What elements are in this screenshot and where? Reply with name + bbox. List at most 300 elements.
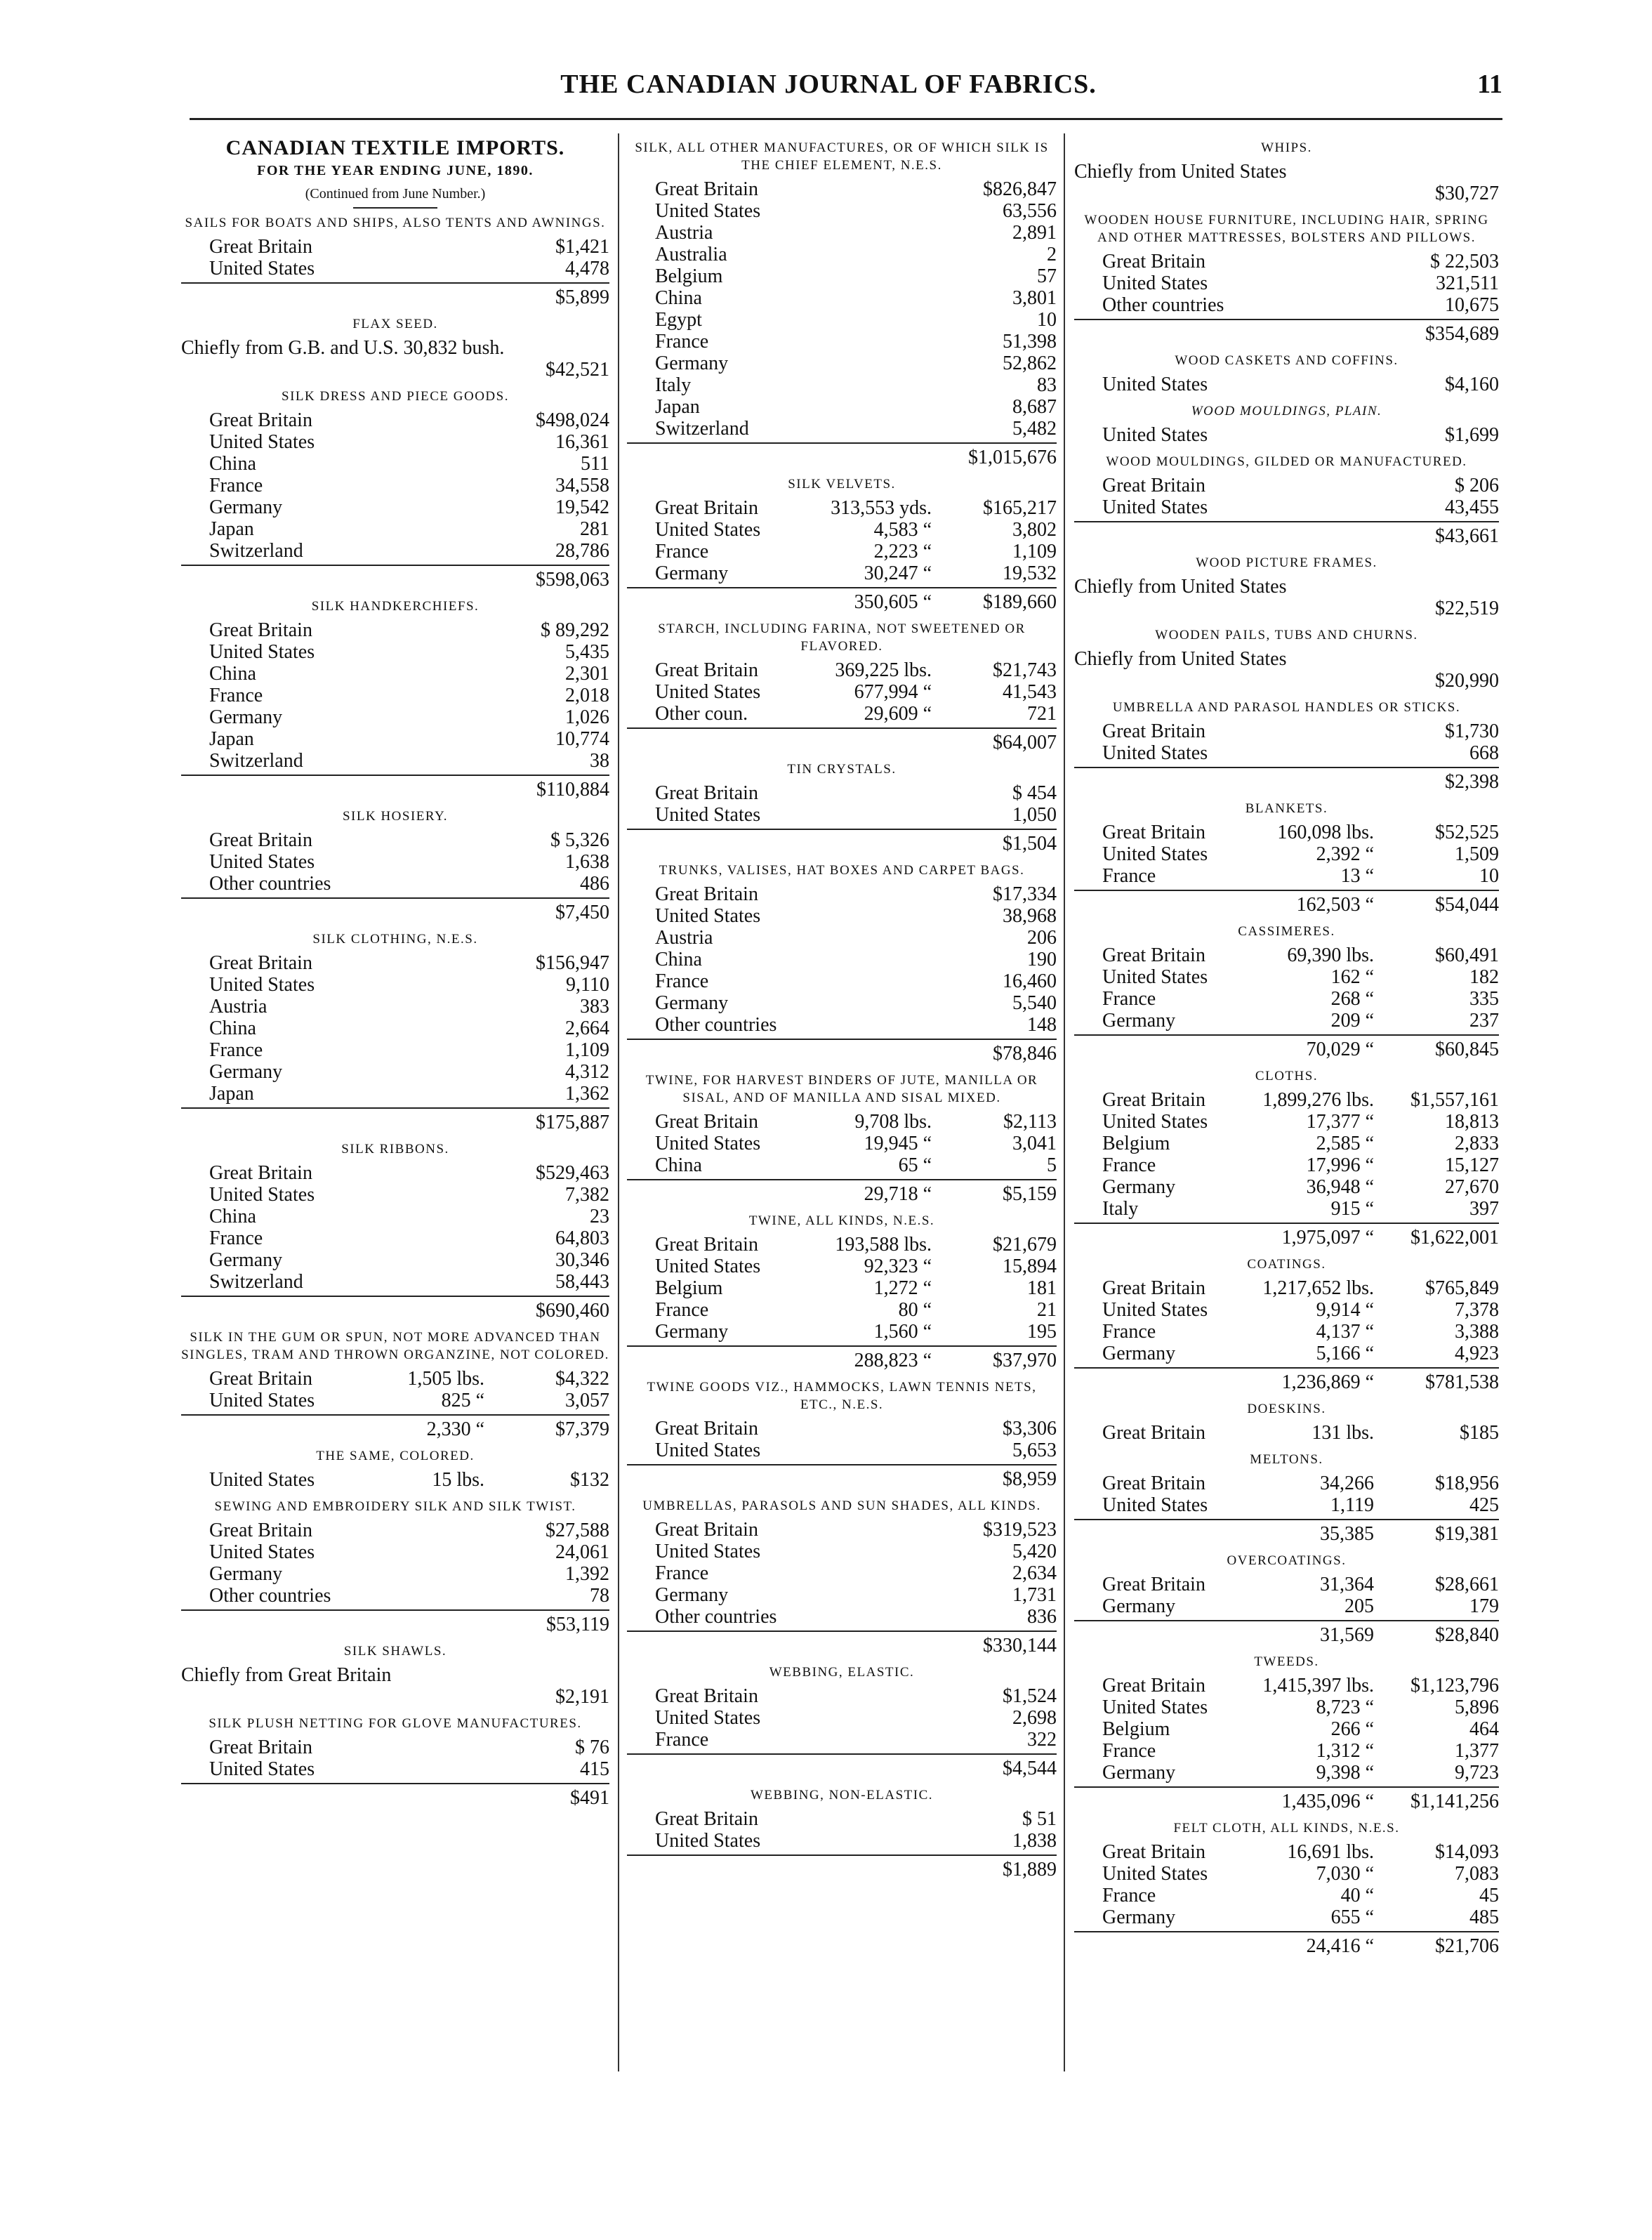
table-row (627, 681, 1057, 703)
total-quantity (337, 1614, 490, 1635)
table-row (627, 519, 1057, 541)
total-quantity (337, 569, 490, 591)
column-divider (1064, 133, 1065, 2071)
quantity-cell (337, 829, 490, 851)
table-row (1074, 1494, 1499, 1516)
quantity-cell: 1,119 (1330, 1494, 1374, 1516)
quantity-cell: 40 “ (1340, 1885, 1374, 1906)
value-cell: 2,698 (1012, 1707, 1057, 1729)
country-cell: Germany (1102, 1010, 1176, 1032)
import-section (1074, 1256, 1499, 1393)
quantity-cell: 266 “ (1330, 1718, 1374, 1740)
category-heading: CASSIMERES. (1238, 924, 1335, 939)
total-quantity: 1,236,869 “ (1281, 1371, 1374, 1393)
quantity-cell (337, 1585, 490, 1607)
table-row (1074, 1697, 1499, 1718)
category-heading: CLOTHS. (1255, 1069, 1319, 1083)
total-row (181, 1609, 609, 1635)
total-value: $690,460 (536, 1300, 609, 1322)
table-row (627, 1519, 1057, 1541)
total-row (627, 1854, 1057, 1880)
quantity-cell (784, 1014, 937, 1036)
quantity-cell: 2,585 “ (1316, 1133, 1374, 1154)
table-row (181, 873, 609, 895)
quantity-cell (337, 952, 490, 974)
quantity-cell: 9,398 “ (1316, 1762, 1374, 1784)
country-cell: United States (209, 1541, 315, 1563)
quantity-cell (337, 258, 490, 279)
country-cell: Great Britain (1102, 475, 1205, 496)
quantity-cell (337, 974, 490, 996)
total-row (1074, 1223, 1499, 1249)
total-row (627, 1630, 1057, 1656)
total-value: $1,504 (1003, 833, 1057, 855)
table-row (1074, 1089, 1499, 1111)
quantity-cell: 209 “ (1330, 1010, 1374, 1032)
country-cell: United States (209, 431, 315, 453)
country-cell: United States (209, 258, 315, 279)
country-cell: Switzerland (209, 1271, 303, 1293)
quantity-cell: 36,948 “ (1306, 1176, 1374, 1198)
table-row (181, 1469, 609, 1491)
quantity-cell: 369,225 lbs. (835, 659, 932, 681)
quantity-cell (784, 782, 937, 804)
table-row (1074, 1198, 1499, 1220)
country-cell: France (655, 1562, 709, 1584)
summary-line: Chiefly from United States (1074, 648, 1287, 670)
table-row (627, 497, 1057, 519)
value-cell: 7,083 (1455, 1863, 1499, 1885)
quantity-cell (1227, 475, 1380, 496)
table-row (181, 496, 609, 518)
quantity-cell (337, 1249, 490, 1271)
quantity-cell: 80 “ (898, 1299, 932, 1321)
table-row (627, 418, 1057, 440)
summary-line: Chiefly from United States (1074, 161, 1287, 183)
country-cell: France (655, 1729, 709, 1751)
country-cell: Italy (655, 374, 692, 396)
value-cell: $156,947 (536, 952, 609, 974)
category-heading: BLANKETS. (1245, 801, 1328, 816)
quantity-cell (337, 1083, 490, 1105)
value-cell: 5,420 (1012, 1541, 1057, 1562)
total-row (181, 1783, 609, 1809)
total-value: $21,706 (1435, 1935, 1499, 1957)
value-cell: 2 (1047, 244, 1057, 265)
total-row (1074, 1620, 1499, 1646)
quantity-cell (784, 992, 937, 1014)
import-section (1074, 1400, 1499, 1444)
table-row (181, 236, 609, 258)
category-heading: SILK, ALL OTHER MANUFACTURES, OR OF WHICH SILK IS THE CHIEF ELEMENT, N.E.S. (635, 140, 1049, 173)
import-section (1074, 1552, 1499, 1646)
table-row (1074, 475, 1499, 496)
quantity-cell: 1,217,652 lbs. (1262, 1277, 1374, 1299)
table-row (181, 1083, 609, 1105)
value-cell: 5,482 (1012, 418, 1057, 440)
value-cell: 281 (580, 518, 609, 540)
quantity-cell (337, 619, 490, 641)
import-section (1074, 1451, 1499, 1545)
category-heading: SILK HANDKERCHIEFS. (311, 599, 480, 614)
total-value: $78,846 (993, 1043, 1057, 1065)
quantity-cell (337, 518, 490, 540)
value-cell: $17,334 (993, 883, 1057, 905)
value-cell: $ 5,326 (550, 829, 609, 851)
quantity-cell (784, 265, 937, 287)
country-cell: United States (655, 1439, 761, 1461)
table-row (627, 1584, 1057, 1606)
quantity-cell: 9,914 “ (1316, 1299, 1374, 1321)
value-cell: 19,542 (555, 496, 609, 518)
quantity-cell (784, 1808, 937, 1830)
total-value: $110,884 (536, 779, 609, 801)
value-cell: 43,455 (1445, 496, 1499, 518)
value-cell: 1,392 (565, 1563, 609, 1585)
value-cell: 10 (1479, 865, 1499, 887)
quantity-cell (1227, 251, 1380, 272)
value-cell: 464 (1469, 1718, 1499, 1740)
value-cell: 5,653 (1012, 1439, 1057, 1461)
quantity-cell: 9,708 lbs. (854, 1111, 932, 1133)
total-quantity (784, 447, 937, 468)
table-row (627, 353, 1057, 374)
country-cell: United States (209, 641, 315, 663)
quantity-cell (1227, 424, 1380, 446)
section-title: CANADIAN TEXTILE IMPORTS. (225, 136, 565, 159)
table-row (181, 996, 609, 1017)
import-section (181, 214, 609, 308)
quantity-cell: 69,390 lbs. (1287, 944, 1374, 966)
quantity-cell (337, 453, 490, 475)
table-row (627, 1439, 1057, 1461)
table-row (1074, 988, 1499, 1010)
value-cell: 15,894 (1003, 1256, 1057, 1277)
quantity-cell: 193,588 lbs. (835, 1234, 932, 1256)
country-cell: United States (655, 804, 761, 826)
value-cell: 83 (1037, 374, 1057, 396)
category-heading: WOODEN PAILS, TUBS AND CHURNS. (1155, 628, 1418, 643)
country-cell: Other countries (209, 873, 331, 895)
table-row (1074, 374, 1499, 395)
value-cell: 179 (1469, 1595, 1499, 1617)
quantity-cell (1227, 272, 1380, 294)
summary-value: $2,191 (555, 1686, 609, 1708)
value-cell: 51,398 (1003, 331, 1057, 353)
column-divider (618, 133, 619, 2071)
country-cell: Great Britain (209, 409, 312, 431)
country-cell: China (209, 663, 256, 685)
table-row (181, 851, 609, 873)
country-cell: Great Britain (1102, 1473, 1205, 1494)
table-row (627, 1707, 1057, 1729)
country-cell: Great Britain (655, 1685, 758, 1707)
country-cell: Great Britain (655, 782, 758, 804)
country-cell: Other countries (209, 1585, 331, 1607)
table-row (1074, 1718, 1499, 1740)
table-row (627, 374, 1057, 396)
country-cell: Germany (209, 1061, 283, 1083)
country-cell: United States (1102, 1697, 1208, 1718)
country-cell: United States (655, 200, 761, 222)
value-cell: $ 51 (1022, 1808, 1057, 1830)
value-cell: 321,511 (1436, 272, 1499, 294)
table-row (627, 927, 1057, 949)
column-1 (181, 133, 609, 1816)
country-cell: Great Britain (1102, 1841, 1205, 1863)
value-cell: 1,362 (565, 1083, 609, 1105)
table-row (1074, 1740, 1499, 1762)
table-row (627, 1830, 1057, 1852)
quantity-cell: 1,312 “ (1316, 1740, 1374, 1762)
total-row (1074, 319, 1499, 345)
country-cell: Great Britain (209, 952, 312, 974)
import-section (627, 1497, 1057, 1656)
table-row (181, 409, 609, 431)
table-row (627, 804, 1057, 826)
country-cell: Belgium (655, 265, 723, 287)
country-cell: Great Britain (1102, 822, 1205, 843)
column-3 (1074, 133, 1499, 1964)
import-section (1074, 211, 1499, 345)
table-row (181, 1737, 609, 1758)
country-cell: United States (1102, 1111, 1208, 1133)
table-row (1074, 1299, 1499, 1321)
value-cell: 7,382 (565, 1184, 609, 1206)
total-quantity: 29,718 “ (864, 1183, 932, 1205)
total-quantity (1227, 771, 1380, 793)
country-cell: Great Britain (1102, 720, 1205, 742)
quantity-cell: 1,272 “ (873, 1277, 932, 1299)
total-row (1074, 1367, 1499, 1393)
country-cell: United States (1102, 1863, 1208, 1885)
quantity-cell: 31,364 (1320, 1574, 1374, 1595)
value-cell: $ 454 (1012, 782, 1057, 804)
country-cell: Austria (209, 996, 267, 1017)
quantity-cell (337, 1162, 490, 1184)
country-cell: Great Britain (1102, 1675, 1205, 1697)
value-cell: 23 (590, 1206, 609, 1227)
quantity-cell (337, 1520, 490, 1541)
country-cell: China (209, 453, 256, 475)
quantity-cell: 162 “ (1330, 966, 1374, 988)
value-cell: 2,018 (565, 685, 609, 706)
category-heading: WHIPS. (1261, 140, 1312, 155)
quantity-cell: 17,996 “ (1306, 1154, 1374, 1176)
country-cell: Great Britain (655, 883, 758, 905)
summary-value: $30,727 (1435, 183, 1499, 204)
table-row (1074, 1574, 1499, 1595)
quantity-cell: 205 (1344, 1595, 1374, 1617)
total-row (1074, 890, 1499, 916)
country-cell: China (655, 949, 702, 970)
country-cell: France (1102, 865, 1156, 887)
page-number: 11 (1477, 70, 1502, 99)
total-row (181, 1296, 609, 1322)
import-section (1074, 626, 1499, 692)
value-cell: $1,421 (555, 236, 609, 258)
table-row (181, 518, 609, 540)
import-section (1074, 923, 1499, 1060)
value-cell: 668 (1469, 742, 1499, 764)
value-cell: $1,524 (1003, 1685, 1057, 1707)
country-cell: Austria (655, 222, 713, 244)
quantity-cell (784, 200, 937, 222)
section-subtitle: FOR THE YEAR ENDING JUNE, 1890. (257, 163, 534, 178)
country-cell: France (655, 970, 709, 992)
value-cell: 1,731 (1012, 1584, 1057, 1606)
value-cell: 148 (1027, 1014, 1057, 1036)
quantity-cell (784, 1729, 937, 1751)
table-row (1074, 1154, 1499, 1176)
table-row (181, 453, 609, 475)
quantity-cell (784, 331, 937, 353)
quantity-cell (337, 1563, 490, 1585)
table-row (627, 178, 1057, 200)
quantity-cell (1227, 720, 1380, 742)
value-cell: 63,556 (1003, 200, 1057, 222)
table-row (627, 562, 1057, 584)
value-cell: 9,110 (566, 974, 609, 996)
table-row (627, 1606, 1057, 1628)
total-quantity (337, 1112, 490, 1133)
value-cell: $765,849 (1425, 1277, 1499, 1299)
quantity-cell (784, 1418, 937, 1439)
quantity-cell (337, 641, 490, 663)
table-row (1074, 1595, 1499, 1617)
table-row (1074, 1841, 1499, 1863)
table-row (181, 663, 609, 685)
category-heading: WOOD PICTURE FRAMES. (1196, 555, 1377, 570)
total-quantity (337, 1787, 490, 1809)
value-cell: 45 (1479, 1885, 1499, 1906)
total-row (181, 282, 609, 308)
table-row (181, 1227, 609, 1249)
table-row (627, 1277, 1057, 1299)
summary-line: Chiefly from United States (1074, 576, 1287, 598)
table-row (627, 1321, 1057, 1343)
value-cell: 8,687 (1012, 396, 1057, 418)
value-cell: 206 (1027, 927, 1057, 949)
total-value: $54,044 (1435, 894, 1499, 916)
quantity-cell (784, 178, 937, 200)
country-cell: France (1102, 988, 1156, 1010)
total-quantity: 350,605 “ (854, 591, 932, 613)
value-cell: 1,050 (1012, 804, 1057, 826)
country-cell: Great Britain (655, 178, 758, 200)
value-cell: 15,127 (1445, 1154, 1499, 1176)
quantity-cell: 915 “ (1330, 1198, 1374, 1220)
table-row (1074, 1277, 1499, 1299)
import-section (1074, 402, 1499, 446)
quantity-cell: 131 lbs. (1311, 1422, 1374, 1444)
total-value: $53,119 (546, 1614, 609, 1635)
value-cell: 30,346 (555, 1249, 609, 1271)
import-section (1074, 699, 1499, 793)
table-row (181, 1017, 609, 1039)
country-cell: France (1102, 1885, 1156, 1906)
value-cell: $2,113 (1003, 1111, 1057, 1133)
country-cell: United States (1102, 424, 1208, 446)
column-2 (627, 133, 1057, 1887)
quantity-cell: 92,323 “ (864, 1256, 932, 1277)
country-cell: Germany (1102, 1762, 1176, 1784)
total-quantity: 35,385 (1320, 1523, 1374, 1545)
quantity-cell (784, 374, 937, 396)
value-cell: 511 (581, 453, 609, 475)
summary-value: $22,519 (1435, 598, 1499, 619)
country-cell: United States (1102, 1299, 1208, 1321)
continuation-note: (Continued from June Number.) (305, 186, 486, 202)
quantity-cell (784, 418, 937, 440)
table-row (1074, 843, 1499, 865)
table-row (181, 974, 609, 996)
quantity-cell: 313,553 yds. (831, 497, 932, 519)
category-heading: TWEEDS. (1254, 1654, 1319, 1669)
country-cell: United States (1102, 742, 1208, 764)
total-row (181, 1107, 609, 1133)
quantity-cell: 65 “ (898, 1154, 932, 1176)
country-cell: United States (209, 1390, 315, 1411)
quantity-cell: 30,247 “ (864, 562, 932, 584)
summary-line: Chiefly from G.B. and U.S. 30,832 bush. (181, 337, 505, 359)
table-row (1074, 1863, 1499, 1885)
value-cell: 24,061 (555, 1541, 609, 1563)
table-row (181, 1184, 609, 1206)
value-cell: 38 (590, 750, 609, 772)
quantity-cell (784, 927, 937, 949)
category-heading: OVERCOATINGS. (1227, 1553, 1347, 1568)
total-row (627, 829, 1057, 855)
value-cell: 836 (1027, 1606, 1057, 1628)
import-section (1074, 139, 1499, 204)
country-cell: France (1102, 1740, 1156, 1762)
country-cell: Great Britain (1102, 1422, 1205, 1444)
table-row (181, 258, 609, 279)
value-cell: $132 (570, 1469, 609, 1491)
import-section (627, 620, 1057, 753)
value-cell: 18,813 (1445, 1111, 1499, 1133)
quantity-cell (1227, 742, 1380, 764)
quantity-cell (337, 475, 490, 496)
quantity-cell (784, 309, 937, 331)
table-row (181, 1520, 609, 1541)
country-cell: United States (1102, 496, 1208, 518)
total-value: $5,899 (555, 286, 609, 308)
quantity-cell: 5,166 “ (1316, 1343, 1374, 1364)
quantity-cell: 1,899,276 lbs. (1262, 1089, 1374, 1111)
category-heading: SILK IN THE GUM OR SPUN, NOT MORE ADVANCED THAN SINGLES, TRAM AND THROWN ORGANZINE, NOT COLORED. (181, 1330, 609, 1362)
quantity-cell (337, 1227, 490, 1249)
country-cell: Switzerland (655, 418, 749, 440)
table-row (627, 1808, 1057, 1830)
table-row (627, 949, 1057, 970)
table-row (181, 641, 609, 663)
country-cell: Japan (655, 396, 700, 418)
total-quantity (1227, 525, 1380, 547)
value-cell: 2,301 (565, 663, 609, 685)
total-row (627, 1039, 1057, 1065)
value-cell: 78 (590, 1585, 609, 1607)
quantity-cell: 825 “ (441, 1390, 484, 1411)
import-section (627, 1786, 1057, 1880)
value-cell: $498,024 (536, 409, 609, 431)
value-cell: $1,699 (1445, 424, 1499, 446)
table-row (181, 829, 609, 851)
total-quantity (784, 1859, 937, 1880)
table-row (1074, 1422, 1499, 1444)
value-cell: 10,675 (1445, 294, 1499, 316)
